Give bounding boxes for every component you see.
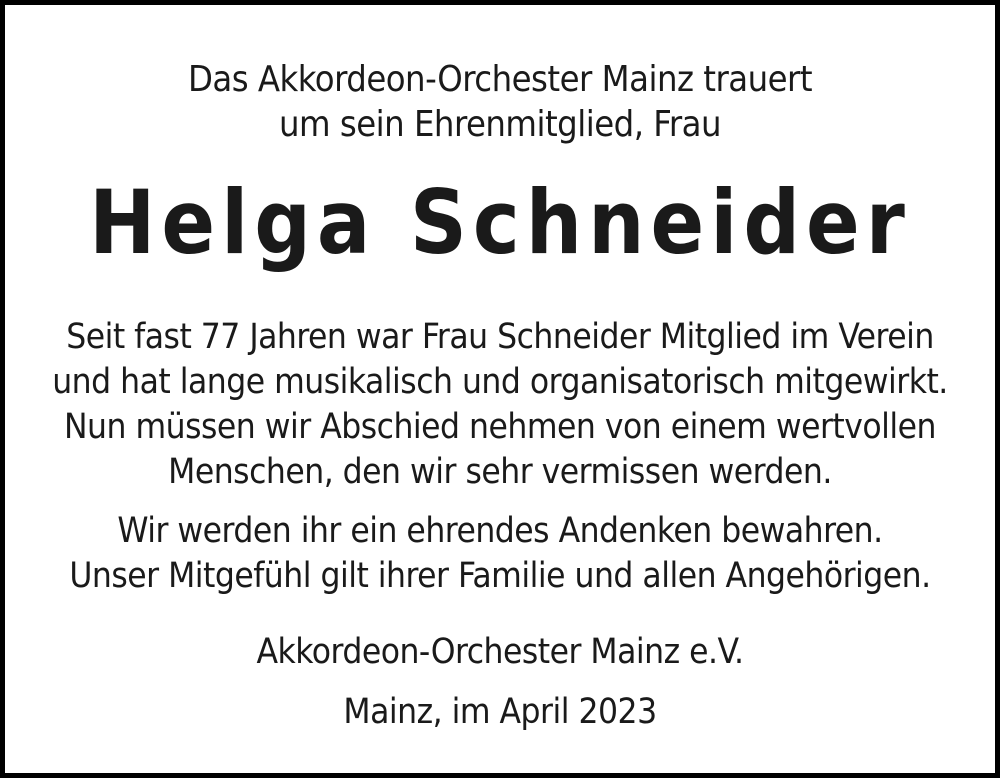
paragraph-2-line-2: Unser Mitgefühl gilt ihrer Familie und allen Angehörigen. [69,556,931,596]
memorial-paragraph-1 [45,315,955,495]
place-and-date: Mainz, im April 2023 [343,692,657,732]
paragraph-1-line-3: Nun müssen wir Abschied nehmen von einem wertvollen [64,407,936,447]
intro-line-1: Das Akkordeon-Orchester Mainz trauert [187,59,813,100]
deceased-name: Helga Schneider [89,171,911,274]
paragraph-1-line-2: und hat lange musikalisch und organisatorisch mitgewirkt. [52,362,948,402]
intro-line-2: um sein Ehrenmitglied, Frau [278,104,722,145]
paragraph-1-line-4: Menschen, den wir sehr vermissen werden. [168,452,832,492]
intro-header [5,57,995,147]
memorial-paragraph-2 [45,509,955,599]
paragraph-1-line-1: Seit fast 77 Jahren war Frau Schneider Mitglied im Verein [66,317,934,357]
paragraph-2-line-1: Wir werden ihr ein ehrendes Andenken bewahren. [117,511,883,551]
signature-organization: Akkordeon-Orchester Mainz e.V. [256,632,744,672]
